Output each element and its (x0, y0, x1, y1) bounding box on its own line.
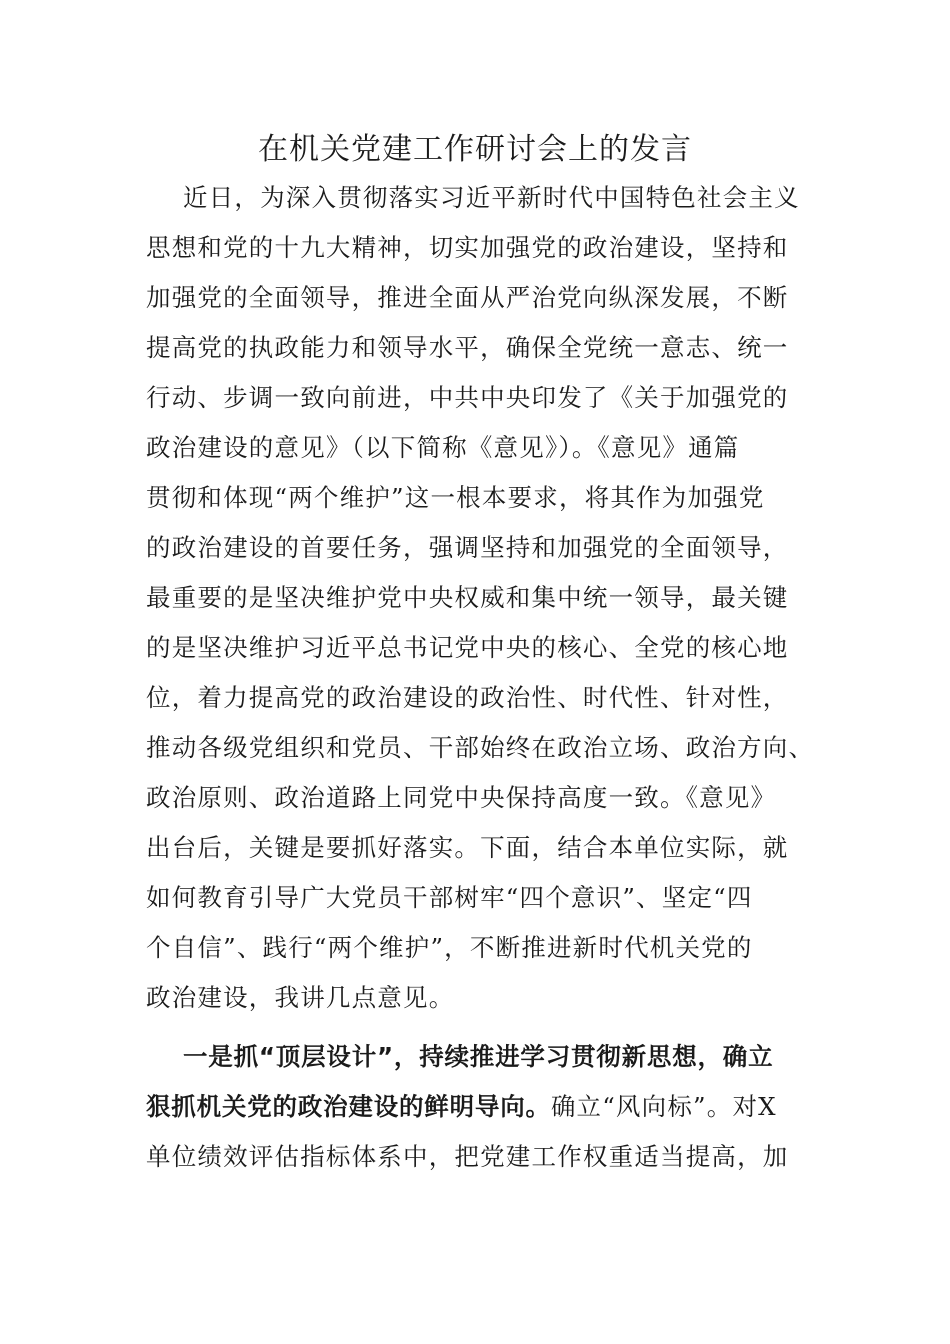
paragraph-line: 行动、步调一致向前进，中共中央印发了《关于加强党的 (146, 383, 789, 412)
paragraph-line: 推动各级党组织和党员、干部始终在政治立场、政治方向、 (146, 733, 815, 762)
document-title: 在机关党建工作研讨会上的发言 (258, 132, 692, 167)
paragraph-line: 思想和党的十九大精神，切实加强党的政治建设，坚持和 (146, 233, 789, 262)
section-heading-text: 狠抓机关党的政治建设的鲜明导向。 (146, 1092, 551, 1121)
paragraph-line: 政治建设，我讲几点意见。 (146, 983, 455, 1012)
paragraph-line (146, 1082, 806, 1132)
paragraph-line: 个自信”、践行“两个维护”，不断推进新时代机关党的 (146, 933, 753, 962)
paragraph-line: 提高党的执政能力和领导水平，确保全党统一意志、统一 (146, 333, 789, 362)
paragraph-line: 如何教育引导广大党员干部树牢“四个意识”、坚定“四 (146, 883, 753, 912)
paragraph-line: 位，着力提高党的政治建设的政治性、时代性、针对性， (146, 683, 789, 712)
paragraph-line: 贯彻和体现“两个维护”这一根本要求，将其作为加强党 (146, 483, 765, 512)
paragraph-line: 近日，为深入贯彻落实习近平新时代中国特色社会主义 (183, 183, 800, 212)
paragraph-line: 加强党的全面领导，推进全面从严治党向纵深发展，不断 (146, 283, 789, 312)
paragraph-line: 的政治建设的首要任务，强调坚持和加强党的全面领导， (146, 533, 789, 562)
paragraph-line: 的是坚决维护习近平总书记党中央的核心、全党的核心地 (146, 633, 789, 662)
paragraph-text: 确立“风向标”。对X (550, 1092, 777, 1121)
paragraph-line: 单位绩效评估指标体系中，把党建工作权重适当提高，加 (146, 1142, 789, 1171)
paragraph-line: 出台后，关键是要抓好落实。下面，结合本单位实际，就 (146, 833, 789, 862)
paragraph-line: 政治建设的意见》（以下简称《意见》）。《意见》通篇 (146, 433, 740, 462)
section-heading-line: 一是抓“顶层设计”，持续推进学习贯彻新思想，确立 (183, 1042, 774, 1071)
paragraph-line: 政治原则、政治道路上同党中央保持高度一致。《意见》 (146, 783, 777, 812)
paragraph-line: 最重要的是坚决维护党中央权威和集中统一领导，最关键 (146, 583, 789, 612)
